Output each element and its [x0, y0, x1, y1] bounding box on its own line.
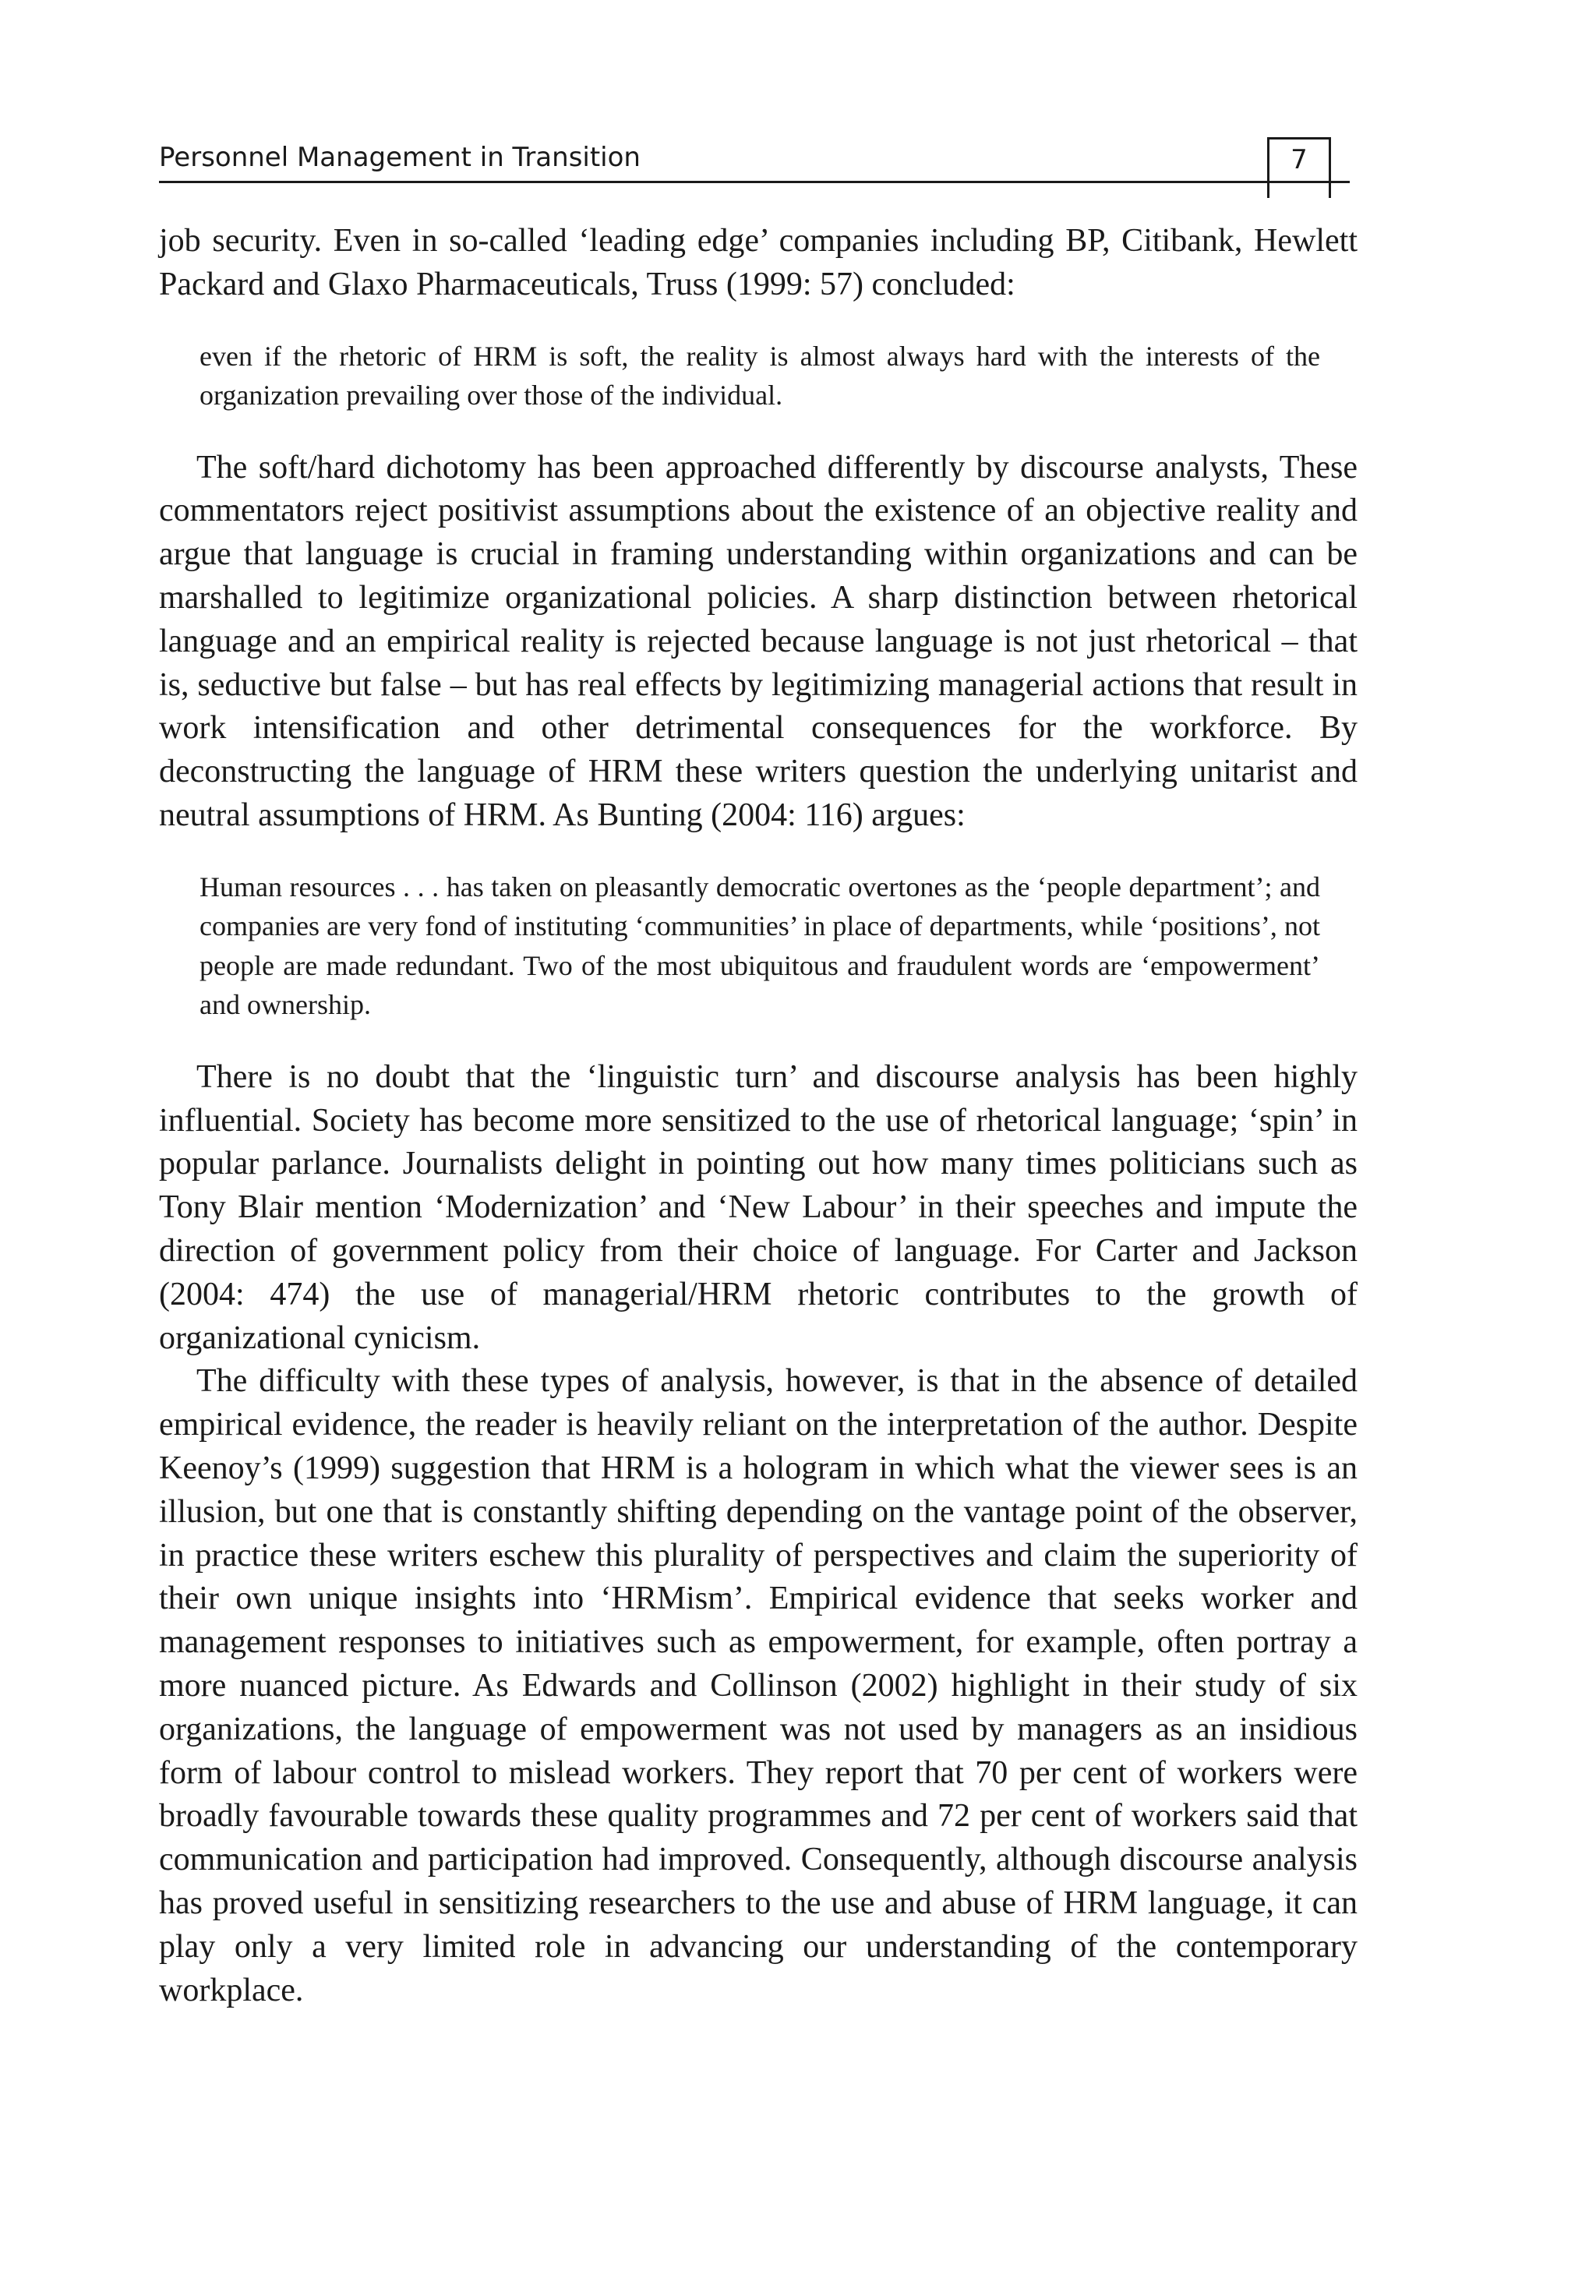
- paragraph-3: There is no doubt that the ‘linguistic turn’ and discourse analysis has been highly influential. Society has become more sensitized to the use of rhetorical language; ‘spin’ in popular parlance. Journalists delight in pointing out how many times politicians such as Tony Blair mention ‘Modernization’ and ‘New Labour’ in their speeches and impute the direction of government policy from their choice of language. For Carter and Jackson (2004: 474) the use of managerial/HRM rhetoric contributes to the growth of organizational cynicism.: [159, 1058, 1358, 1356]
- running-header: [159, 137, 1350, 184]
- paragraph-2: The soft/hard dichotomy has been approached differently by discourse analysts, These commentators reject positivist assumptions about the existence of an objective reality and argue that language is crucial in framing understanding within organizations and can be marshalled to legitimize organizational policies. A sharp distinction between rhetorical language and an empirical reality is rejected because language is not just rhetorical – that is, seductive but false – but has real effects by legitimizing managerial actions that result in work intensification and other detrimental consequences for the workforce. By deconstructing the language of HRM these writers question the underlying unitarist and neutral assumptions of HRM. As Bunting (2004: 116) argues:: [159, 449, 1358, 833]
- running-title: Personnel Management in Transition: [159, 142, 641, 173]
- page-number-box: [1267, 137, 1331, 198]
- block-quote-1: even if the rhetoric of HRM is soft, the reality is almost always hard with the interests of the organization prevailing over those of the individual.: [200, 340, 1320, 412]
- paragraph-4: The difficulty with these types of analysis, however, is that in the absence of detailed empirical evidence, the reader is heavily reliant on the interpretation of the author. Despite Keenoy’s (1999) suggestion that HRM is a hologram in which what the viewer sees is an illusion, but one that is constantly shifting depending on the vantage point of the observer, in practice these writers eschew this plurality of perspectives and claim the superiority of their own unique insights into ‘HRMism’. Empirical evidence that seeks worker and management responses to initiatives such as empowerment, for example, often portray a more nuanced picture. As Edwards and Collinson (2002) highlight in their study of six organizations, the language of empowerment was not used by managers as an insidious form of labour control to mislead workers. They report that 70 per cent of workers were broadly favourable towards these quality programmes and 72 per cent of workers said that communication and participation had improved. Consequently, although discourse analysis has proved useful in sensitizing researchers to the use and abuse of HRM language, it can play only a very limited role in advancing our understanding of the contemporary workplace.: [159, 1363, 1358, 2008]
- page-number: 7: [1291, 144, 1308, 175]
- paragraph-1: job security. Even in so-called ‘leading edge’ companies including BP, Citibank, Hewlett Packard and Glaxo Pharmaceuticals, Truss (1999: 57) concluded:: [159, 223, 1358, 302]
- header-rule: [159, 181, 1350, 183]
- block-quote-2: Human resources . . . has taken on pleasantly democratic overtones as the ‘people department’; and companies are very fond of instituting ‘communities’ in place of departments, while ‘positions’, not people are made redundant. Two of the most ubiquitous and fraudulent words are ‘empowerment’ and ownership.: [200, 871, 1320, 1021]
- body-text: [159, 220, 1358, 2012]
